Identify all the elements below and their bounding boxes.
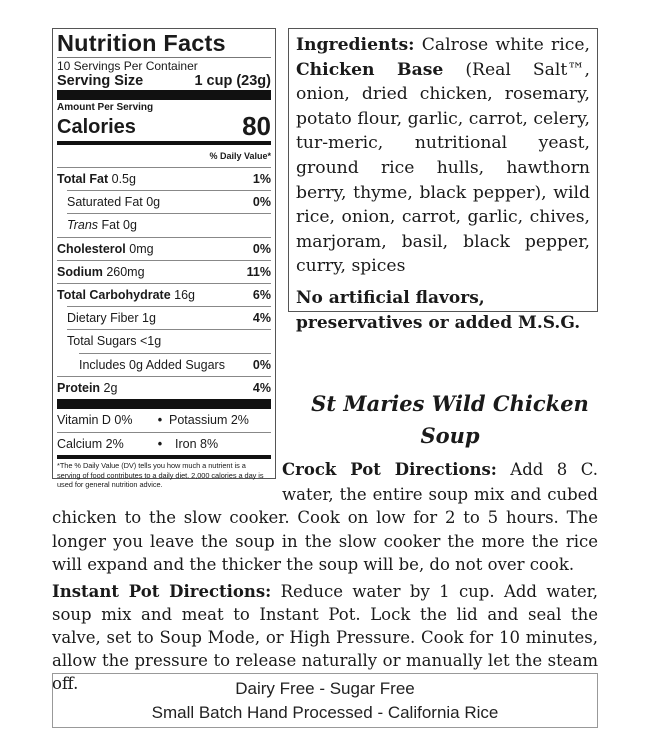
calories-label: Calories [57,116,136,138]
nutrient-row [57,283,271,306]
divider-thick [57,399,271,409]
vitamin-row [57,409,271,432]
nutrient-label: Sodium 260mg [57,264,145,279]
nutrient-row [67,329,271,352]
nutrient-label: Total Fat 0.5g [57,172,136,186]
nutrient-row [57,376,271,399]
nutrient-rows [57,167,271,399]
tagline-box [52,673,598,728]
serving-size-row [57,73,271,90]
bullet-icon: • [157,436,163,451]
nutrient-label: Cholesterol 0mg [57,241,154,256]
daily-value-header: % Daily Value* [209,151,271,161]
crock-pot-directions-text: chicken to the slow cooker. Cook on low for 2 to 5 hours. The longer you leave the soup in the slow cooker the more the rice will expand and the thicker the soup will be, do not over cook. [52,508,598,574]
nutrient-row [57,260,271,283]
instant-pot-directions: Instant Pot Directions: Reduce water by 1 cup. Add water, soup mix and meat to Instant Pot. Lock the lid and seal the valve, set to Soup Mode, or High Pressure. Cook for 10 minutes, allow the pressure to release naturally or manually let the steam off. [52,582,598,693]
nutrient-label: Dietary Fiber 1g [67,311,156,326]
nutrient-daily-value: 11% [246,264,271,279]
amount-per-serving: Amount Per Serving [57,102,154,113]
crock-pot-label: Crock Pot Directions: [282,460,497,479]
calories-value: 80 [242,111,271,141]
divider-thick [57,90,271,100]
nutrient-row [57,167,271,190]
nutrition-facts-panel [52,28,276,490]
vitamin-row [57,433,271,456]
tagline-line-1: Dairy Free - Sugar Free [235,679,415,698]
nutrition-facts-title: Nutrition Facts [57,30,226,56]
nutrient-row [67,213,271,236]
serving-size-value: 1 cup (23g) [194,73,271,89]
nutrient-daily-value: 0% [252,241,271,256]
nutrient-label: Trans Fat 0g [67,218,137,233]
ingredients-box [288,28,598,333]
nutrient-daily-value: 0% [252,195,271,210]
nutrient-row [57,237,271,260]
instant-pot-label: Instant Pot Directions: [52,582,272,601]
servings-per-container: 10 Servings Per Container [57,59,198,73]
ingredients-text: Ingredients: Calrose white rice, Chicken Base (Real Salt™, onion, dried chicken, rosemary, potato flour, garlic, carrot, celery, tur-meric, nutritional yeast, ground rice hulls, hawthorn berry, thyme, black pepper), wild rice, onion, carrot, garlic, chives, marjoram, basil, black pepper, curry, spices [296,35,590,277]
nutrient-daily-value: 1% [252,172,271,186]
bullet-icon: • [157,413,163,428]
potassium: Potassium 2% [169,413,249,428]
product-title: St Maries Wild Chicken Soup [311,391,589,448]
iron: Iron 8% [175,436,219,451]
tagline-line-2: Small Batch Hand Processed - California Rice [151,703,499,722]
nutrient-daily-value: 6% [252,288,271,303]
nutrient-label: Protein 2g [57,380,118,395]
nutrient-row [79,353,271,376]
chicken-base-label: Chicken Base [296,59,444,80]
no-artificial-note: No artificial flavors, preservatives or added M.S.G. [296,287,581,333]
nutrient-row [67,306,271,329]
vitamin-d: Vitamin D 0% [57,413,133,428]
nutrient-daily-value: 4% [252,380,271,395]
calories-row [57,111,271,141]
nutrient-label: Total Sugars <1g [67,334,162,349]
ingredients-label: Ingredients: [296,35,415,55]
serving-size-label: Serving Size [57,73,144,89]
nutrient-row [67,190,271,213]
daily-value-footnote: *The % Daily Value (DV) tells you how much a nutrient is a serving of food contributes to a daily diet. 2,000 calories a day is used for general nutrition advice. [57,461,264,490]
nutrient-daily-value: 4% [252,311,271,326]
calcium: Calcium 2% [57,436,124,451]
nutrient-daily-value: 0% [252,357,271,372]
nutrient-label: Saturated Fat 0g [67,195,161,210]
nutrient-label: Includes 0g Added Sugars [79,357,225,372]
crock-pot-directions-intro: Crock Pot Directions: Add 8 C. water, the entire soup mix and cubed [282,460,598,504]
nutrient-label: Total Carbohydrate 16g [57,288,196,303]
